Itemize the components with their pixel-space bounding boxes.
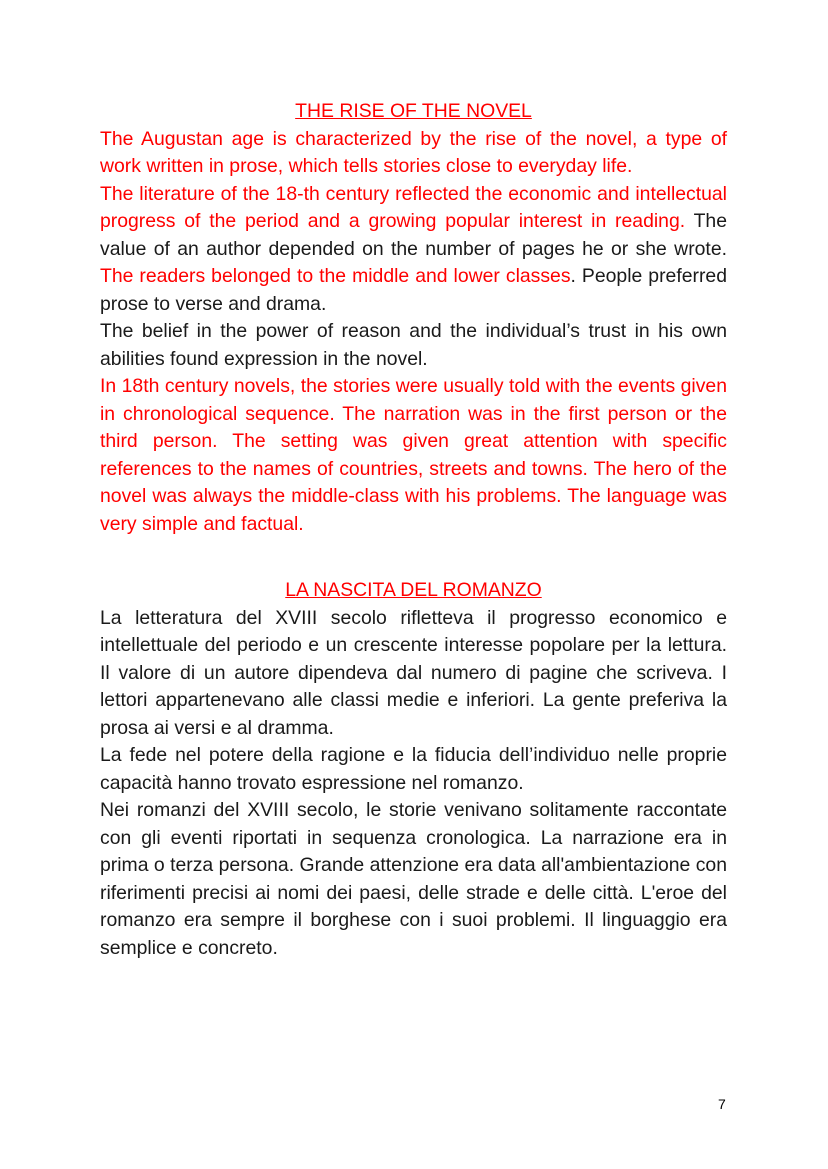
english-paragraph-2-highlight-1: The literature of the 18-th century reflected the economic and intellectual progress of the period and a growing popular interest in reading. <box>100 182 727 232</box>
english-paragraph-2-text-1: The value of an author depended on the number of pages he or she wrote. <box>100 210 728 260</box>
english-paragraph-2-highlight-2: The readers belonged to the middle and lower classes <box>100 265 571 287</box>
english-paragraph-1: The Augustan age is characterized by the rise of the novel, a type of work written in prose, which tells stories close to everyday life. <box>100 127 727 177</box>
english-title: THE RISE OF THE NOVEL <box>295 100 532 122</box>
page-content <box>100 98 727 962</box>
italian-paragraph-1: La letteratura del XVIII secolo rifletteva il progresso economico e intellettuale del periodo e un crescente interesse popolare per la lettura. Il valore di un autore dipendeva dal numero di pagine che scriveva. I lettori appartenevano alle classi medie e inferiori. La gente preferiva la prosa ai versi e al dramma. <box>100 606 727 739</box>
english-paragraph-4: In 18th century novels, the stories were usually told with the events given in chronological sequence. The narration was in the first person or the third person. The setting was given great attention with specific references to the names of countries, streets and towns. The hero of the novel was always the middle-class with his problems. The language was very simple and factual. <box>100 375 727 535</box>
english-paragraph-2-text-2: . People preferred prose to verse and drama. <box>100 265 727 315</box>
italian-title: LA NASCITA DEL ROMANZO <box>285 579 542 601</box>
english-paragraph-3: The belief in the power of reason and the individual’s trust in his own abilities found expression in the novel. <box>100 320 727 370</box>
italian-paragraph-2: La fede nel potere della ragione e la fiducia dell’individuo nelle proprie capacità hanno trovato espressione nel romanzo. <box>100 744 727 794</box>
page-number: 7 <box>718 1096 726 1112</box>
english-paragraph-2 <box>100 181 727 319</box>
italian-paragraph-3: Nei romanzi del XVIII secolo, le storie venivano solitamente raccontate con gli eventi riportati in sequenza cronologica. La narrazione era in prima o terza persona. Grande attenzione era data all'ambientazione con riferimenti precisi ai nomi dei paesi, delle strade e delle città. L'eroe del romanzo era sempre il borghese con i suoi problemi. Il linguaggio era semplice e concreto. <box>100 799 727 959</box>
section-gap <box>100 538 727 577</box>
